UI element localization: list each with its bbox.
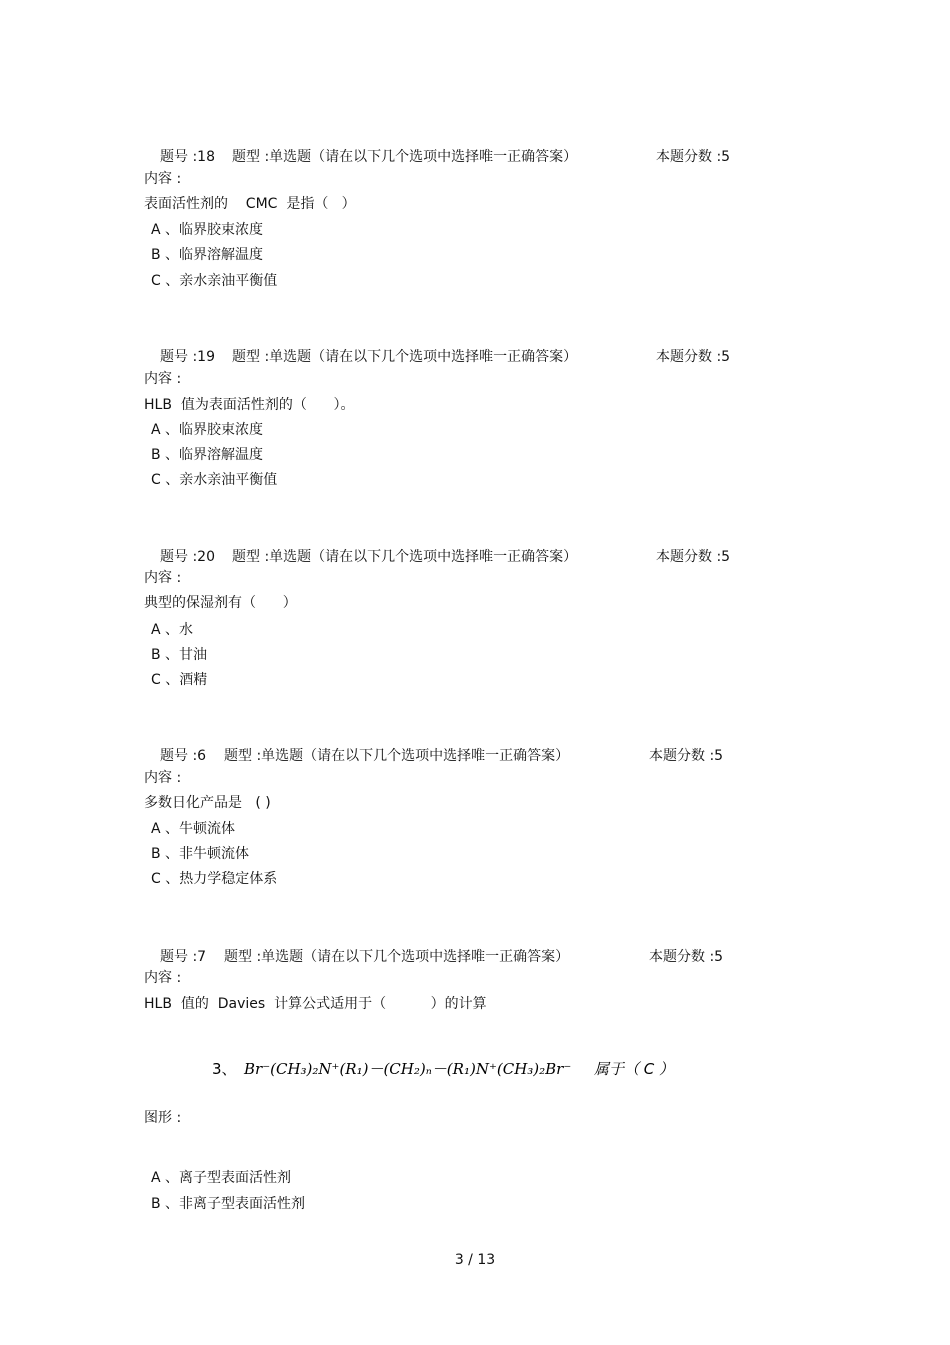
- question-number: 题号 :19: [160, 349, 215, 365]
- option-b: B 、甘油: [151, 647, 208, 663]
- option-a: A 、临界胶束浓度: [151, 222, 264, 238]
- question-number: 题号 :20: [160, 549, 215, 565]
- question-stem: HLB 值的 Davies 计算公式适用于（ ）的计算: [144, 996, 487, 1012]
- question-type: 题型 :单选题（请在以下几个选项中选择唯一正确答案）: [224, 748, 570, 764]
- option-c: C 、亲水亲油平衡值: [151, 273, 278, 289]
- figure-label: 图形 :: [144, 1110, 182, 1126]
- formula-index: 3、: [212, 1060, 237, 1078]
- question-stem: 典型的保湿剂有（ ）: [144, 595, 297, 611]
- question-type: 题型 :单选题（请在以下几个选项中选择唯一正确答案）: [232, 349, 578, 365]
- question-header: [160, 346, 760, 364]
- page-number: 3 / 13: [454, 1252, 496, 1268]
- formula-svg: [210, 1048, 710, 1088]
- option-b: B 、非牛顿流体: [151, 846, 250, 862]
- question-number: 题号 :18: [160, 149, 215, 165]
- question-score: 本题分数 :5: [656, 149, 731, 165]
- option-c: C 、酒精: [151, 672, 208, 688]
- option-a: A 、离子型表面活性剂: [151, 1170, 292, 1186]
- option-b: B 、临界溶解温度: [151, 247, 264, 263]
- option-c: C 、热力学稳定体系: [151, 871, 278, 887]
- question-header: [160, 546, 760, 564]
- question-score: 本题分数 :5: [656, 549, 731, 565]
- option-a: A 、水: [151, 622, 194, 638]
- content-label: 内容 :: [144, 570, 182, 586]
- question-header: [160, 745, 760, 763]
- formula-suffix: 属于（ C ）: [594, 1060, 675, 1078]
- question-stem: 多数日化产品是 ( ): [144, 795, 271, 811]
- option-a: A 、牛顿流体: [151, 821, 236, 837]
- question-header: [160, 146, 760, 164]
- option-a: A 、临界胶束浓度: [151, 422, 264, 438]
- question-type: 题型 :单选题（请在以下几个选项中选择唯一正确答案）: [224, 949, 570, 965]
- question-score: 本题分数 :5: [649, 748, 724, 764]
- question-stem: HLB 值为表面活性剂的（ ）。: [144, 397, 355, 413]
- content-label: 内容 :: [144, 770, 182, 786]
- question-type: 题型 :单选题（请在以下几个选项中选择唯一正确答案）: [232, 149, 578, 165]
- question-score: 本题分数 :5: [656, 349, 731, 365]
- option-b: B 、临界溶解温度: [151, 447, 264, 463]
- question-number: 题号 :7: [160, 949, 207, 965]
- formula-image: [210, 1048, 710, 1088]
- option-b: B 、非离子型表面活性剂: [151, 1196, 306, 1212]
- content-label: 内容 :: [144, 171, 182, 187]
- formula-expression: Br⁻(CH₃)₂N⁺(R₁)－(CH₂)ₙ－(R₁)N⁺(CH₃)₂Br⁻: [244, 1060, 572, 1078]
- question-header: [160, 946, 760, 964]
- content-label: 内容 :: [144, 970, 182, 986]
- question-type: 题型 :单选题（请在以下几个选项中选择唯一正确答案）: [232, 549, 578, 565]
- option-c: C 、亲水亲油平衡值: [151, 472, 278, 488]
- question-score: 本题分数 :5: [649, 949, 724, 965]
- question-number: 题号 :6: [160, 748, 207, 764]
- question-stem: 表面活性剂的 CMC 是指（ ）: [144, 196, 356, 212]
- content-label: 内容 :: [144, 371, 182, 387]
